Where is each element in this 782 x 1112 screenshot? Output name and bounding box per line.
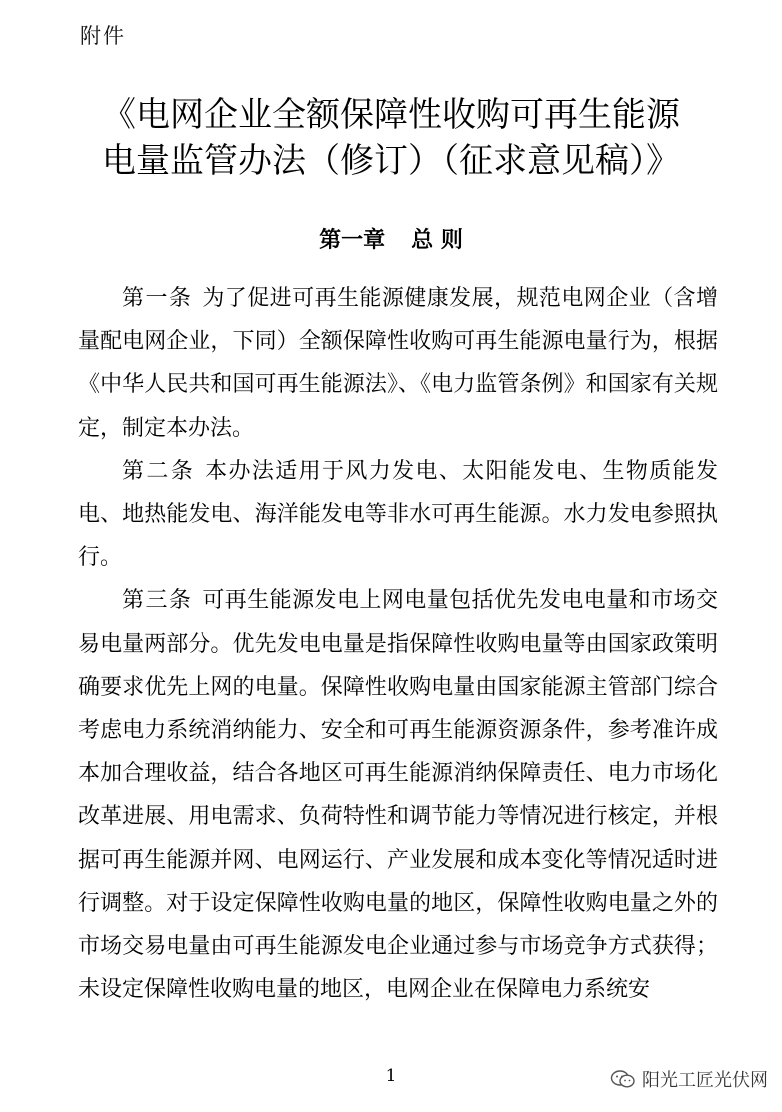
page-number: 1: [385, 1066, 397, 1086]
chapter-heading: [0, 226, 782, 256]
article-paragraph: [78, 450, 718, 580]
article-text: 本办法适用于风力发电、太阳能发电、生物质能发电、地热能发电、海洋能发电等非水可再生能源。水力发电参照执行。: [78, 458, 718, 571]
article-text: 为了促进可再生能源健康发展，规范电网企业（含增量配电网企业，下同）全额保障性收购可再生能源电量行为，根据《中华人民共和国可再生能源法》、《电力监管条例》和国家有关规定，制定本办法。: [78, 286, 718, 441]
watermark: [610, 1066, 768, 1092]
article-label: 第一条: [122, 286, 193, 311]
article-paragraph: [78, 579, 718, 1011]
title-line-1: 《电网企业全额保障性收购可再生能源: [102, 95, 680, 135]
title-line-2: 电量监管办法（修订）（征求意见稿）》: [102, 141, 680, 181]
watermark-text: 阳光工匠光伏网: [642, 1070, 768, 1091]
article-label: 第二条: [122, 458, 196, 484]
article-label: 第三条: [122, 588, 193, 614]
attachment-label: 附件: [80, 24, 126, 48]
article-paragraph: [78, 277, 718, 450]
chapter-name: 总 则: [411, 228, 463, 253]
chapter-number: 第一章: [319, 228, 386, 253]
wechat-icon: [610, 1069, 636, 1089]
document-body: [78, 277, 718, 1011]
article-text: 可再生能源发电上网电量包括优先发电电量和市场交易电量两部分。优先发电电量是指保障性收购电量等由国家政策明确要求优先上网的电量。保障性收购电量由国家能源主管部门综合考虑电力系统消纳能力、安全和可再生能源资源条件，参考准许成本加合理收益，结合各地区可再生能源消纳保障责任、电力市场化改革进展、用电需求、负荷特性和调节能力等情况进行核定，并根据可再生能源并网、电网运行、产业发展和成本变化等情况适时进行调整。对于设定保障性收购电量的地区，保障性收购电量之外的市场交易电量由可再生能源发电企业通过参与市场竞争方式获得；未设定保障性收购电量的地区，电网企业在保障电力系统安: [78, 588, 718, 1003]
document-title: [0, 92, 782, 184]
